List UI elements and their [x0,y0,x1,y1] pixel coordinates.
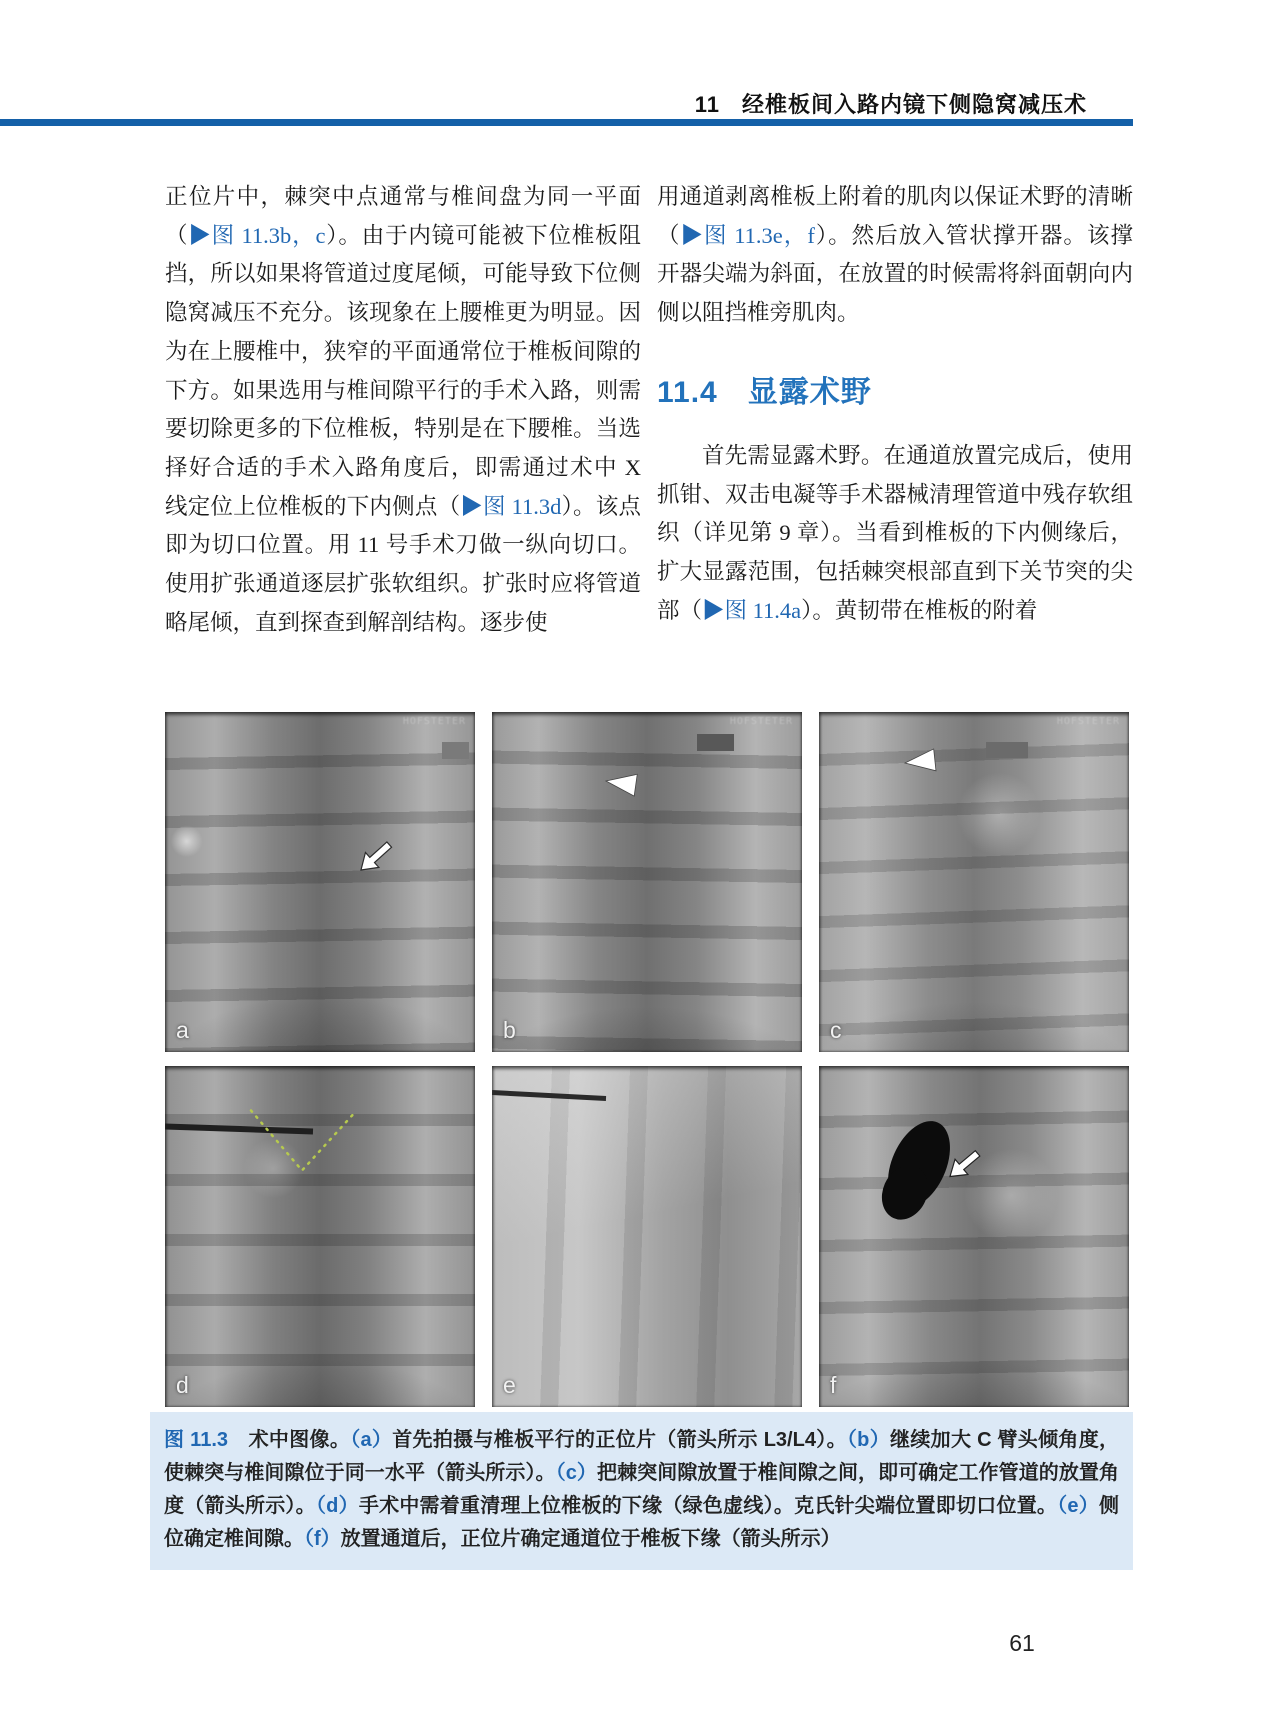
text-run: ）。由于内镜可能被下位椎板阻挡，所以如果将管道过度尾倾，可能导致下位侧隐窝减压不充分。该现象在上腰椎更为明显。因为在上腰椎中，狭窄的平面通常位于椎板间隙的下方。如果选用与椎间隙平行的手术入路，则需要切除更多的下位椎板，特别是在下腰椎。当选择好合适的手术入路角度后，即需通过术中 X 线定位上位椎板的下内侧点（ [165,222,641,519]
panel-letter: c [830,1017,842,1043]
text-run: 把棘突间隙放置于椎间隙之间，即可确定工作管道的放置角度（箭头所示）。 [164,1462,1120,1517]
text-run: 手术中需着重清理上位椎板的下缘（绿色虚线）。克氏针尖端位置即切口位置。 [358,1495,1058,1517]
section-number: 11.4 [657,375,718,409]
panel-e-overlay [492,1066,802,1407]
figure-11-3 [164,712,1129,1550]
text-run: 放置通道后，正位片确定通道位于椎板下缘（箭头所示） [340,1528,841,1550]
xray-panel-grid [165,712,1129,1407]
panel-f-overlay [819,1066,1129,1407]
caption-panel-marker: （b） [846,1429,891,1451]
xray-panel-d [165,1066,475,1407]
header-rule [0,119,1133,126]
chapter-number: 11 [694,92,720,117]
kirschner-wire [492,1093,606,1099]
figure-reference: ▶图 11.3b，c [188,222,326,248]
body-paragraph-continued [165,178,641,642]
xray-panel-c [819,712,1129,1052]
panel-letter: b [503,1017,516,1043]
text-run: 侧位确定椎间隙。 [164,1495,1120,1550]
text-run: ）。黄韧带在椎板的附着 [801,597,1038,623]
text-run: ）。该点即为切口位置。用 11 号手术刀做一纵向切口。使用扩张通道逐层扩张软组织。扩张时应将管道略尾倾，直到探查到解剖结构。逐步使 [165,493,641,635]
panel-d-overlay [165,1066,475,1407]
xray-panel-f [819,1066,1129,1407]
panel-letter: e [503,1372,516,1398]
text-run: 继续加大 C 臂头倾角度，使棘突与椎间隙位于同一水平（箭头所示）。 [164,1429,1120,1484]
caption-panel-marker: （e） [1057,1495,1100,1517]
section-heading [657,367,1133,411]
panel-b-overlay [492,712,802,1052]
green-dashed-line [251,1111,353,1171]
panel-a-overlay [165,712,475,1052]
fluoro-watermark: HOFSTETER [1056,716,1120,727]
left-column [165,178,641,642]
text-run: ）。然后放入管状撑开器。该撑开器尖端为斜面，在放置的时候需将斜面朝向内侧以阻挡椎旁肌肉。 [657,222,1133,326]
chapter-title: 经椎板间入路内镜下侧隐窝减压术 [741,92,1087,117]
xray-panel-a [165,712,475,1052]
panel-letter: a [176,1017,189,1043]
kirschner-wire [165,1127,313,1132]
running-head [695,88,1087,119]
xray-panel-e [492,1066,802,1407]
text-run: 首先需显露术野。在通道放置完成后，使用抓钳、双击电凝等手术器械清理管道中残存软组织（详见第 9 章）。当看到椎板的下内侧缘后，扩大显露范围，包括棘突根部直到下关节突的尖部（ [657,442,1133,623]
figure-caption [150,1412,1133,1570]
page-number: 61 [1009,1630,1035,1656]
caption-panel-marker: （c） [555,1462,597,1484]
white-arrow-icon [354,837,396,877]
figure-reference: ▶图 11.3d [460,493,562,519]
fluoro-watermark: HOFSTETER [402,716,466,727]
caption-label: 图 11.3 [164,1429,228,1451]
caption-panel-marker: （d） [315,1495,359,1517]
caption-panel-marker: （f） [304,1528,341,1550]
white-arrowhead-icon [904,749,936,774]
body-paragraph [657,437,1133,631]
fluoro-watermark: HOFSTETER [729,716,793,727]
section-title: 显露术野 [747,375,872,409]
white-arrowhead-icon [604,770,637,796]
panel-c-overlay [819,712,1129,1052]
figure-reference: ▶图 11.3e，f [680,222,815,248]
text-run: 术中图像。 [228,1429,351,1451]
text-run: 用通道剥离椎板上附着的肌肉以保证术野的清晰（ [657,184,1133,248]
figure-reference: ▶图 11.4a [702,597,802,623]
panel-letter: d [176,1372,189,1398]
text-run: 正位片中，棘突中点通常与椎间盘为同一平面（ [165,184,641,248]
right-column [657,178,1133,630]
xray-panel-b [492,712,802,1052]
panel-letter: f [830,1372,837,1398]
caption-panel-marker: （a） [350,1429,393,1451]
body-paragraph [657,178,1133,333]
text-run: 首先拍摄与椎板平行的正位片（箭头所示 L3/L4）。 [392,1429,847,1451]
